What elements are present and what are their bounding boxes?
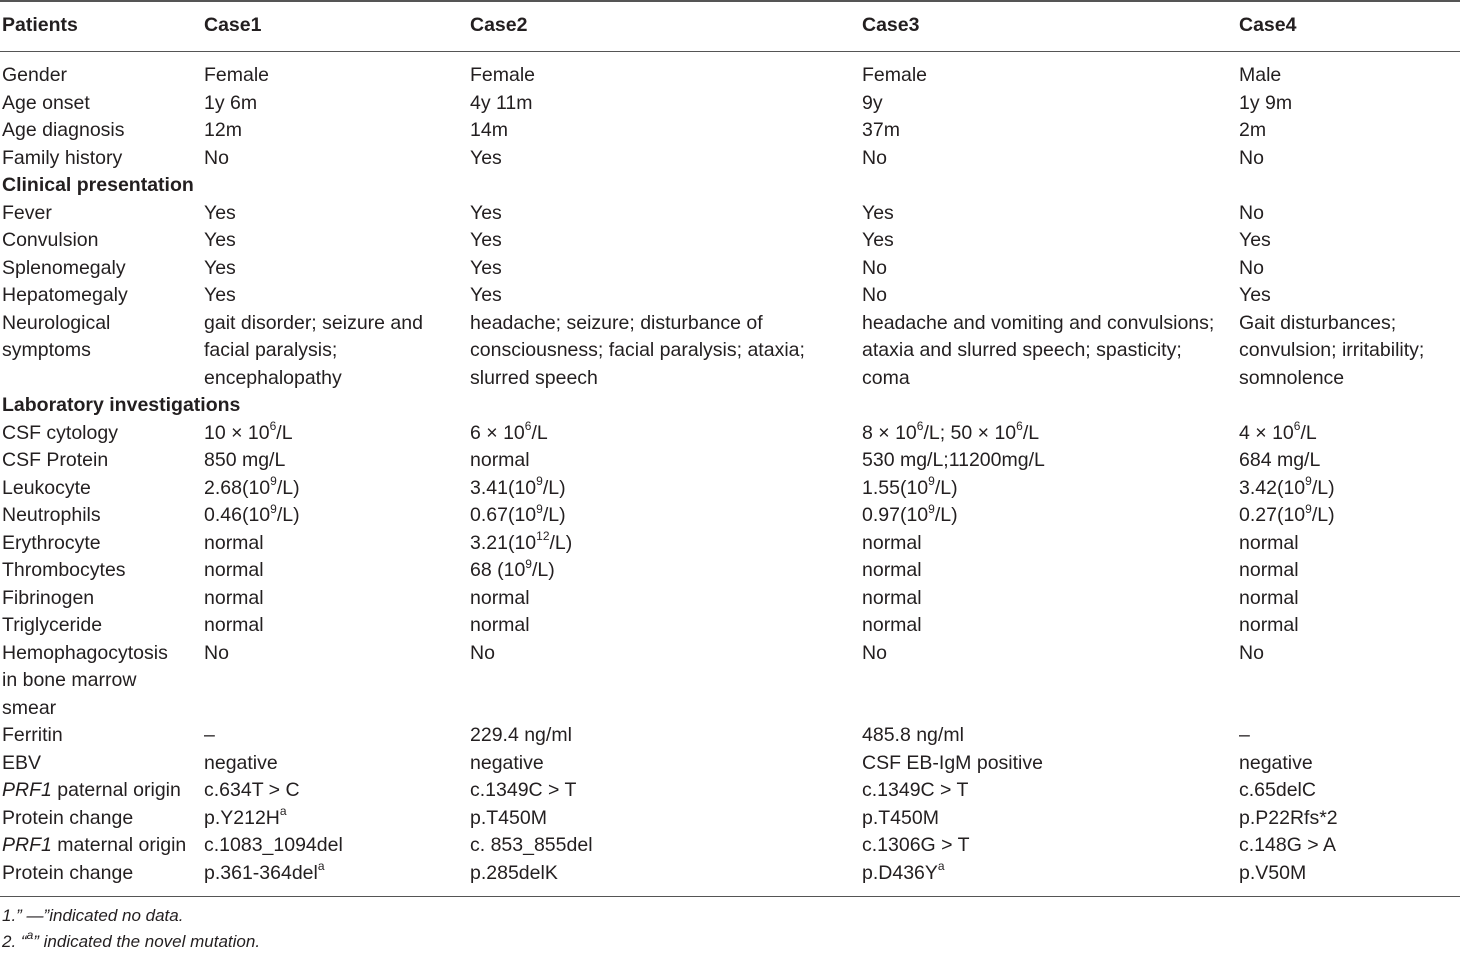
table-row — [0, 117, 1460, 145]
row-label: Gender — [2, 64, 68, 86]
cell-case1: normal — [204, 586, 264, 609]
table-row — [0, 640, 1460, 723]
cell-case1: $2.68(10^9/L)$ — [204, 474, 300, 499]
cell-case4: No — [1239, 201, 1264, 224]
header-case1: Case1 — [204, 14, 262, 36]
cell-case3: No — [862, 146, 887, 169]
cell-case1: Yes — [204, 256, 236, 279]
cell-case3: 37m — [862, 119, 900, 141]
cell-case4: $0.27(10^9/L)$ — [1239, 501, 1335, 526]
cell-case2: headache; seizure; disturbance of consciousness; facial paralysis; ataxia; slurred speech — [470, 311, 805, 389]
cell-case1: 12m — [204, 119, 242, 141]
section-label: Clinical presentation — [2, 174, 194, 196]
row-label: Splenomegaly — [2, 256, 126, 279]
row-label: Protein change — [2, 861, 134, 884]
cell-case2: 14m — [470, 119, 508, 141]
section-label: Laboratory investigations — [2, 394, 241, 416]
header-case2: Case2 — [470, 14, 528, 36]
table-row — [0, 530, 1460, 558]
table-row — [0, 447, 1460, 475]
cell-case4: No — [1239, 641, 1264, 664]
cell-case1: 1y 6m — [204, 91, 258, 114]
table-row — [0, 475, 1460, 503]
cell-case4: negative — [1239, 751, 1313, 774]
cell-case1: Yes — [204, 284, 236, 306]
cell-case4: No — [1239, 256, 1264, 279]
cell-case2: normal — [470, 586, 530, 609]
row-label: CSF cytology — [2, 421, 118, 444]
cell-case4: $4 \times 10^6/L$ — [1239, 419, 1317, 444]
cell-case3: 485.8 ng/ml — [862, 724, 964, 746]
cell-case1: Female — [204, 64, 270, 86]
bottom-rule — [0, 896, 1460, 897]
cell-case3: $p.D436Y^a$ — [862, 859, 945, 884]
cell-case1: c.1083_1094del — [204, 834, 343, 856]
cell-case3: normal — [862, 614, 922, 636]
cell-case2: Female — [470, 64, 536, 86]
row-label: Erythrocyte — [2, 531, 101, 554]
cell-case2: $3.21(10^{12}/L)$ — [470, 529, 573, 554]
table-row — [0, 585, 1460, 613]
cell-case3: Yes — [862, 201, 894, 224]
cell-case2: Yes — [470, 146, 502, 169]
cell-case1: – — [204, 724, 215, 746]
row-label: EBV — [2, 751, 42, 774]
cell-case3: 530 mg/L;11200mg/L — [862, 449, 1045, 471]
cell-case4: normal — [1239, 559, 1299, 581]
cell-case4: $3.42(10^9/L)$ — [1239, 474, 1335, 499]
cell-case4: Male — [1239, 64, 1282, 86]
row-label: PRF1 paternal origin — [2, 779, 181, 801]
table-row — [0, 310, 1460, 393]
cell-case3: No — [862, 256, 887, 279]
footnote-2: 2. “$^a$” indicated the novel mutation. — [2, 928, 261, 951]
table-row — [0, 255, 1460, 283]
cell-case1: $0.46(10^9/L)$ — [204, 501, 300, 526]
cell-case3: c.1306G > T — [862, 834, 970, 856]
cell-case3: $8 \times 10^6/L$; $50 \times 10^6/L$ — [862, 419, 1040, 444]
cell-case4: normal — [1239, 614, 1299, 636]
cell-case2: 229.4 ng/ml — [470, 724, 572, 746]
cell-case1: negative — [204, 751, 278, 774]
table-row — [0, 90, 1460, 118]
table-row — [0, 227, 1460, 255]
cell-case2: $6 \times 10^6/L$ — [470, 419, 548, 444]
row-label: Triglyceride — [2, 614, 103, 636]
header-case3: Case3 — [862, 14, 920, 36]
table-row — [0, 805, 1460, 833]
cell-case4: Gait disturbances; convulsion; irritability; somnolence — [1239, 311, 1425, 389]
table-row — [0, 612, 1460, 640]
cell-case1: $p.Y212H^a$ — [204, 804, 287, 829]
cell-case1: normal — [204, 531, 264, 554]
table-row — [0, 502, 1460, 530]
table-row — [0, 722, 1460, 750]
cell-case3: 9y — [862, 91, 883, 114]
cell-case2: p.T450M — [470, 806, 547, 829]
table-row — [0, 860, 1460, 888]
row-label: Leukocyte — [2, 476, 91, 499]
cell-case2: p.285delK — [470, 861, 558, 884]
cell-case3: normal — [862, 531, 922, 554]
cell-case2: $0.67(10^9/L)$ — [470, 501, 566, 526]
cell-case2: negative — [470, 751, 544, 774]
cell-case2: Yes — [470, 256, 502, 279]
cell-case3: Female — [862, 64, 928, 86]
cell-case2: c. 853_855del — [470, 834, 593, 856]
cell-case2: $3.41(10^9/L)$ — [470, 474, 566, 499]
header-case4: Case4 — [1239, 14, 1297, 36]
row-label: Protein change — [2, 806, 134, 829]
cell-case1: p.361-364del$^a$ — [204, 859, 325, 884]
row-label: Neutrophils — [2, 504, 101, 526]
cell-case2: normal — [470, 614, 530, 636]
cell-case4: p.P22Rfs*2 — [1239, 806, 1338, 829]
cell-case3: $1.55(10^9/L)$ — [862, 474, 958, 499]
table-row — [0, 750, 1460, 778]
cell-case2: Yes — [470, 284, 502, 306]
table-row — [0, 557, 1460, 585]
cell-case1: 850 mg/L — [204, 449, 286, 471]
table-row — [0, 51, 1460, 90]
section-row — [0, 172, 1460, 200]
cell-case2: Yes — [470, 229, 502, 251]
cell-case1: Yes — [204, 201, 236, 224]
row-label: Age onset — [2, 91, 90, 114]
cell-case4: c.65delC — [1239, 779, 1316, 801]
cell-case4: p.V50M — [1239, 861, 1307, 884]
cell-case3: Yes — [862, 229, 894, 251]
cell-case1: c.634T > C — [204, 779, 300, 801]
row-label: Age diagnosis — [2, 119, 125, 141]
cell-case4: normal — [1239, 586, 1299, 609]
cell-case4: Yes — [1239, 284, 1271, 306]
cell-case1: No — [204, 146, 229, 169]
cell-case4: normal — [1239, 531, 1299, 554]
cell-case1: No — [204, 641, 229, 664]
cell-case3: $0.97(10^9/L)$ — [862, 501, 958, 526]
row-label: Neurological symptoms — [2, 311, 111, 361]
cell-case3: normal — [862, 586, 922, 609]
cell-case4: Yes — [1239, 229, 1271, 251]
cell-case3: CSF EB-IgM positive — [862, 751, 1043, 774]
cell-case3: headache and vomiting and convulsions; ataxia and slurred speech; spasticity; coma — [862, 311, 1215, 389]
row-label: Thrombocytes — [2, 559, 126, 581]
table-row — [0, 832, 1460, 860]
cell-case1: $10 \times 10^6/L$ — [204, 419, 293, 444]
row-label: Fever — [2, 201, 52, 224]
header-patients: Patients — [2, 14, 78, 36]
cell-case4: 1y 9m — [1239, 91, 1293, 114]
cell-case4: c.148G > A — [1239, 834, 1337, 856]
cell-case3: c.1349C > T — [862, 779, 969, 801]
cell-case1: normal — [204, 559, 264, 581]
row-label: PRF1 maternal origin — [2, 834, 187, 856]
row-label: Convulsion — [2, 229, 99, 251]
cell-case2: Yes — [470, 201, 502, 224]
cell-case4: – — [1239, 724, 1250, 746]
cell-case4: 2m — [1239, 119, 1267, 141]
row-label: Hepatomegaly — [2, 284, 128, 306]
cell-case3: No — [862, 284, 887, 306]
cell-case4: No — [1239, 146, 1264, 169]
cell-case1: Yes — [204, 229, 236, 251]
section-row — [0, 392, 1460, 420]
cell-case2: normal — [470, 449, 530, 471]
table-body — [0, 51, 1460, 887]
table-row — [0, 777, 1460, 805]
table-row — [0, 145, 1460, 173]
cell-case4: 684 mg/L — [1239, 449, 1321, 471]
row-label: Ferritin — [2, 724, 63, 746]
footnote-1: 1.” —”indicated no data. — [2, 906, 184, 925]
row-label: Family history — [2, 146, 123, 169]
cell-case3: p.T450M — [862, 806, 939, 829]
row-label: CSF Protein — [2, 449, 109, 471]
header-row — [0, 0, 1460, 51]
cell-case1: normal — [204, 614, 264, 636]
cell-case2: 68 $(10^9/L)$ — [470, 556, 555, 581]
cell-case2: No — [470, 641, 495, 664]
cell-case2: 4y 11m — [470, 91, 533, 114]
cell-case3: normal — [862, 559, 922, 581]
cell-case1: gait disorder; seizure and facial paralysis; encephalopathy — [204, 311, 423, 389]
cell-case3: No — [862, 641, 887, 664]
row-label: Hemophagocytosis in bone marrow smear — [2, 641, 168, 719]
row-label: Fibrinogen — [2, 586, 95, 609]
cell-case2: c.1349C > T — [470, 779, 577, 801]
table-row — [0, 420, 1460, 448]
table-row — [0, 200, 1460, 228]
table-row — [0, 282, 1460, 310]
